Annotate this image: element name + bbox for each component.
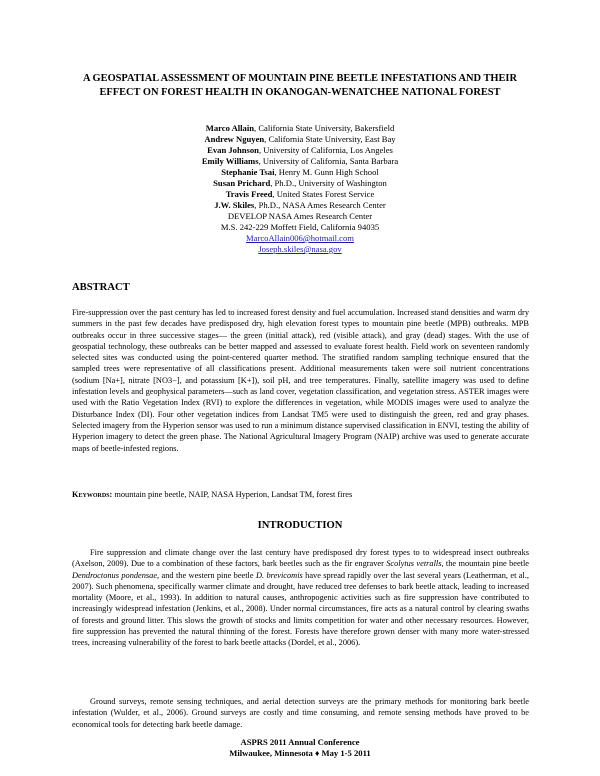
author-affiliation: , University of California, Santa Barbara: [258, 156, 399, 166]
author-line: [100, 123, 500, 134]
author-name: Susan Prichard: [213, 178, 271, 188]
introduction-paragraph-1: [72, 547, 529, 649]
email-line: [100, 233, 500, 244]
text-run: Fire suppression and climate change over the last century have predisposed dry forest types to to widespread insect outbreaks (Axelson, 2009). Due to a combination of these factors, bark beetles such as the fir engraver: [72, 548, 529, 569]
author-affiliation: , California State University, East Bay: [264, 134, 396, 144]
author-line: [100, 156, 500, 167]
footer-location: Milwaukee, Minnesota ♦ May 1-5 2011: [229, 748, 371, 758]
keywords-label: Keywords:: [72, 490, 113, 499]
author-line: [100, 189, 500, 200]
author-affiliation: , California State University, Bakersfield: [254, 123, 395, 133]
abstract-text: Fire-suppression over the past century has led to increased forest density and fuel accumulation. Increased stand densities and warm dry summers in the past few decades have predisposed dry, high elevation forest types to mountain pine beetle (MPB) outbreaks. MPB outbreaks occur in three successive stages— the green (initial attack), red (visible attack), and gray (dead) stages. With the use of geospatial technology, these outbreaks can be better mapped and assessed to evaluate forest health. Field work on seventeen randomly selected sites was conducted using the point-centered quarter method. The stratified random sampling technique ensured that the sampled trees were representative of all classifications present. Additional measurements taken were soil nutrient concentrations (sodium [Na+], nitrate [NO3−], and potassium [K+]), soil pH, and tree temperatures. Finally, satellite imagery was used to define infestation levels and geophysical parameters—such as land cover, vegetation classification, and vegetation stress. ASTER images were used with the Ratio Vegetation Index (RVI) to explore the differences in vegetation, while MODIS images were used to analyze the Disturbance Index (DI). Four other vegetation indices from Landsat TM5 were used to distinguish the green, red and gray phases. Selected imagery from the Hyperion sensor was used to run a minimum distance supervised classification in ENVI, testing the ability of Hyperion imagery to detect the green phase. The National Agricultural Imagery Program (NAIP) archive was used to generate accurate maps of beetle-infested regions.: [72, 308, 529, 453]
text-run: have spread rapidly over the last several years (Leatherman, et al., 2007). Such phenomena, specifically warmer climate and drought, have reduced tree defenses to bark beetle attack, leading to increased mortality (Moore, et al., 1993). In addition to natural causes, anthropogenic activities such as fire suppression have contributed to increasingly widespread infestation (Jenkins, et al., 2008). Under normal circumstances, fire acts as a natural control by clearing swaths of forests and ground litter. This slows the growth of stocks and limits competition for water and other necessary resources. However, fire suppression has prevented the natural thinning of the forest. Forests have therefore grown denser with many more water-stressed trees, increasing vulnerability of the forest to bark beetle attacks (Dordel, et al., 2006).: [72, 570, 529, 648]
author-line: [100, 134, 500, 145]
author-line: [100, 200, 500, 211]
author-name: Emily Williams: [201, 156, 259, 166]
author-affiliation: , Ph.D., University of Washington: [270, 178, 387, 188]
email-link[interactable]: MarcoAllain006@hotmail.com: [246, 233, 354, 243]
address-line: M.S. 242-229 Moffett Field, California 94035: [220, 222, 380, 232]
introduction-paragraph-2: Ground surveys, remote sensing techniques, and aerial detection surveys are the primary methods for monitoring bark beetle infestation (Wulder, et al., 2006). Ground surveys are costly and time consuming, and remote sensing methods have proved to be economical tools for detecting bark beetle damage.: [72, 697, 529, 729]
species-name: Dendroctonus pondensae: [72, 570, 158, 580]
abstract-heading: ABSTRACT: [72, 282, 130, 293]
author-line: [100, 167, 500, 178]
author-name: Evan Johnson: [207, 145, 259, 155]
author-affiliation: , University of California, Los Angeles: [258, 145, 393, 155]
text-run: , and the western pine beetle: [157, 570, 256, 580]
author-name: Travis Freed: [225, 189, 273, 199]
author-block: [100, 123, 500, 255]
author-name: Andrew Nguyen: [204, 134, 265, 144]
author-name: J.W. Skiles: [214, 200, 255, 210]
author-affiliation: , United States Forest Service: [272, 189, 375, 199]
species-name: Scolytus vetralls: [386, 559, 442, 569]
email-link[interactable]: Joseph.skiles@nasa.gov: [258, 244, 342, 254]
author-name: Marco Allain: [205, 123, 255, 133]
author-affiliation: , Ph.D., NASA Ames Research Center: [254, 200, 386, 210]
author-line: [100, 178, 500, 189]
author-line: [100, 145, 500, 156]
page-footer: [0, 737, 600, 759]
species-name: D. brevicomis: [255, 570, 303, 580]
introduction-heading: INTRODUCTION: [257, 520, 343, 531]
footer-conference: ASPRS 2011 Annual Conference: [240, 737, 360, 747]
author-affiliation: , Henry M. Gunn High School: [274, 167, 379, 177]
keywords-paragraph: [72, 489, 529, 500]
email-line: [100, 244, 500, 255]
paper-title: A GEOSPATIAL ASSESSMENT OF MOUNTAIN PINE BEETLE INFESTATIONS AND THEIR EFFECT ON FOREST HEALTH IN OKANOGAN-WENATCHEE NATIONAL FOREST: [83, 73, 517, 98]
keywords-text: mountain pine beetle, NAIP, NASA Hyperion, Landsat TM, forest fires: [112, 490, 353, 499]
author-name: Stephanie Tsai: [221, 167, 275, 177]
text-run: , the mountain pine beetle: [441, 559, 529, 569]
address-line: DEVELOP NASA Ames Research Center: [227, 211, 373, 221]
